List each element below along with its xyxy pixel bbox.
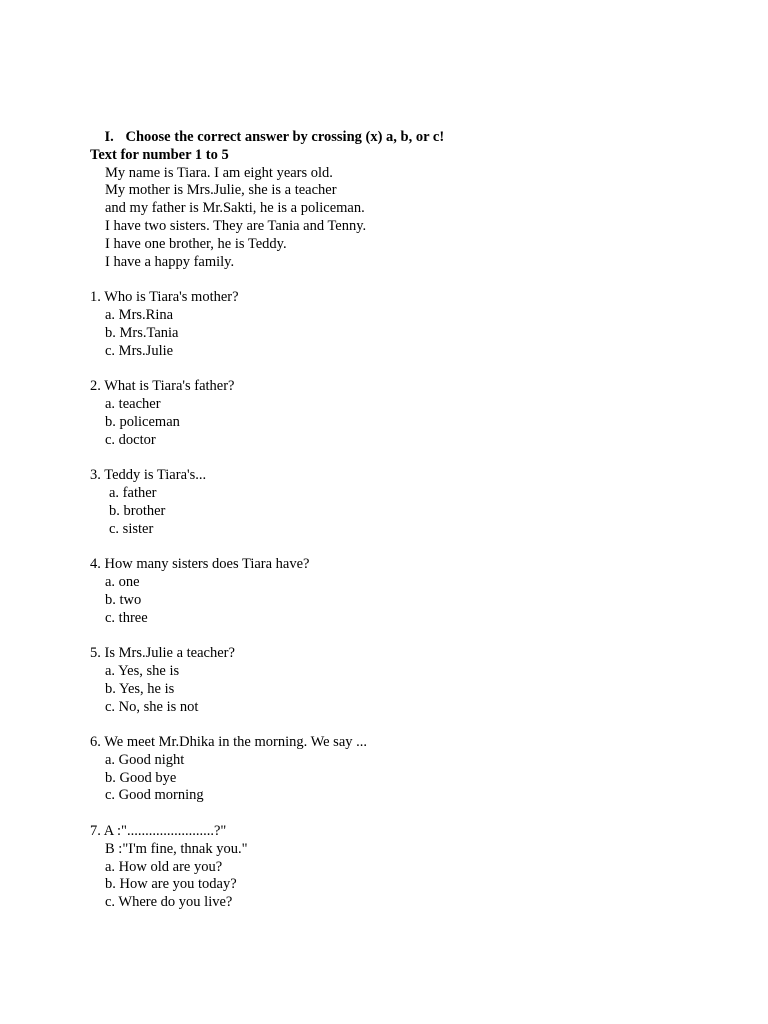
answer-option: b. two xyxy=(105,591,142,608)
question-7 xyxy=(90,823,710,912)
question-prompt: 4. How many sisters does Tiara have? xyxy=(90,556,310,573)
answer-option: a. one xyxy=(105,573,140,590)
answer-option: b. Yes, he is xyxy=(105,680,175,697)
answer-option: a. How old are you? xyxy=(105,858,223,875)
answer-option: c. Good morning xyxy=(105,787,204,804)
answer-option: c. three xyxy=(105,609,148,626)
answer-option: b. Good bye xyxy=(105,769,177,786)
reading-line: I have a happy family. xyxy=(105,253,235,270)
instruction-line xyxy=(90,111,710,145)
question-2 xyxy=(90,378,710,449)
reading-line: My name is Tiara. I am eight years old. xyxy=(105,164,333,181)
question-prompt: 1. Who is Tiara's mother? xyxy=(90,289,239,306)
instruction-number: I. xyxy=(104,128,114,145)
question-4 xyxy=(90,556,710,627)
question-prompt: 3. Teddy is Tiara's... xyxy=(90,467,207,484)
question-prompt: 6. We meet Mr.Dhika in the morning. We say ... xyxy=(90,734,368,751)
answer-option: a. Good night xyxy=(105,751,185,768)
answer-option: b. brother xyxy=(109,502,166,519)
answer-option: c. Mrs.Julie xyxy=(105,342,174,359)
reading-line: My mother is Mrs.Julie, she is a teacher xyxy=(105,182,337,199)
question-prompt: 7. A :"........................?" xyxy=(90,823,227,840)
answer-option: b. Mrs.Tania xyxy=(105,324,179,341)
answer-option: a. Yes, she is xyxy=(105,662,180,679)
answer-option: b. How are you today? xyxy=(105,876,237,893)
question-prompt: 5. Is Mrs.Julie a teacher? xyxy=(90,645,235,662)
question-5 xyxy=(90,645,710,716)
question-prompt: 2. What is Tiara's father? xyxy=(90,378,235,395)
answer-option: b. policeman xyxy=(105,413,180,430)
answer-option: a. teacher xyxy=(105,395,161,412)
question-3 xyxy=(90,467,710,538)
answer-option: c. No, she is not xyxy=(105,698,199,715)
question-6 xyxy=(90,734,710,805)
answer-option: c. sister xyxy=(109,520,154,537)
reading-heading: Text for number 1 to 5 xyxy=(90,146,229,163)
dialog-line: B :"I'm fine, thnak you." xyxy=(105,840,248,857)
reading-line: I have one brother, he is Teddy. xyxy=(105,235,287,252)
reading-line: and my father is Mr.Sakti, he is a policeman. xyxy=(105,200,365,217)
answer-option: a. Mrs.Rina xyxy=(105,306,174,323)
answer-option: a. father xyxy=(109,484,157,501)
answer-option: c. doctor xyxy=(105,431,156,448)
reading-line: I have two sisters. They are Tania and Tenny. xyxy=(105,217,367,234)
instruction-text: Choose the correct answer by crossing (x) a, b, or c! xyxy=(125,128,445,145)
question-1 xyxy=(90,289,710,360)
answer-option: c. Where do you live? xyxy=(105,894,233,911)
worksheet-page xyxy=(90,111,710,912)
